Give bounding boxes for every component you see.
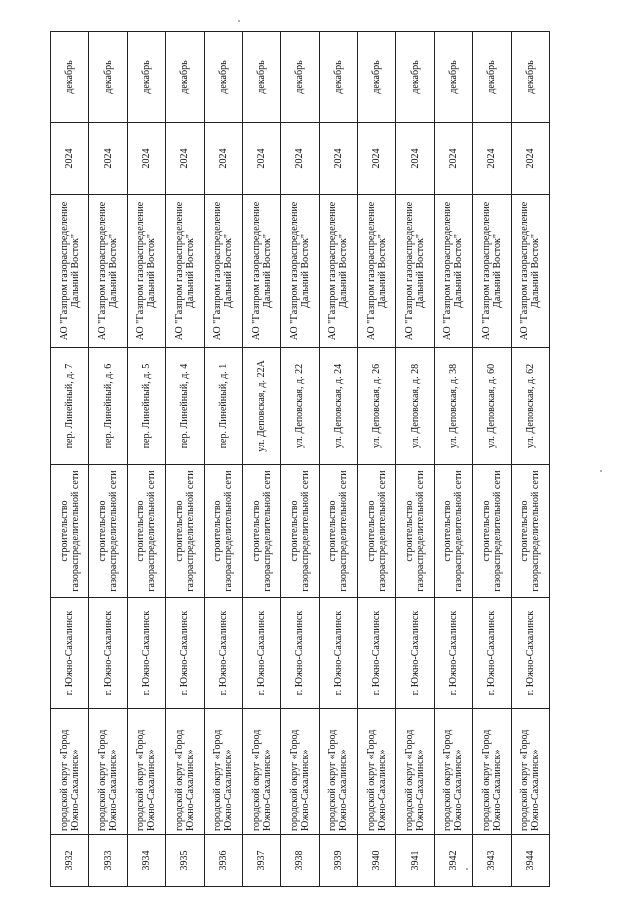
organization-cell: АО "Газпром газораспределение Дальний Восток" [319, 195, 357, 348]
city-cell: г. Южно-Сахалинск [127, 598, 165, 709]
year-cell: 2024 [127, 123, 165, 195]
work-type-cell: строительство газораспределительной сети [166, 465, 204, 598]
organization-cell: АО "Газпром газораспределение Дальний Восток" [166, 195, 204, 348]
month-cell: декабрь [511, 32, 550, 123]
work-type-cell: строительство газораспределительной сети [473, 465, 511, 598]
year-cell: 2024 [242, 123, 280, 195]
work-type-cell: строительство газораспределительной сети [127, 465, 165, 598]
table-row [51, 32, 89, 887]
municipality-cell: городской округ «Город Южно-Сахалинск» [89, 709, 127, 835]
municipality-cell: городской округ «Город Южно-Сахалинск» [473, 709, 511, 835]
address-cell: пер. Линейный, д. 5 [127, 348, 165, 465]
month-cell: декабрь [89, 32, 127, 123]
work-type-cell: строительство газораспределительной сети [242, 465, 280, 598]
city-cell: г. Южно-Сахалинск [396, 598, 434, 709]
city-cell: г. Южно-Сахалинск [319, 598, 357, 709]
city-cell: г. Южно-Сахалинск [473, 598, 511, 709]
year-cell: 2024 [434, 123, 472, 195]
city-cell: г. Южно-Сахалинск [511, 598, 550, 709]
table-row [434, 32, 472, 887]
month-cell: декабрь [166, 32, 204, 123]
table-row [166, 32, 204, 887]
address-cell: пер. Линейный, д. 7 [51, 348, 89, 465]
address-cell: ул. Деповская, д. 38 [434, 348, 472, 465]
address-cell: пер. Линейный, д. 6 [89, 348, 127, 465]
work-type-cell: строительство газораспределительной сети [281, 465, 319, 598]
table-body [51, 32, 550, 887]
table-row [281, 32, 319, 887]
organization-cell: АО "Газпром газораспределение Дальний Восток" [89, 195, 127, 348]
row-number: 3944 [511, 835, 550, 887]
table-row [396, 32, 434, 887]
month-cell: декабрь [204, 32, 242, 123]
city-cell: г. Южно-Сахалинск [204, 598, 242, 709]
row-number: 3935 [166, 835, 204, 887]
gasification-table [50, 31, 550, 887]
row-number: 3934 [127, 835, 165, 887]
city-cell: г. Южно-Сахалинск [166, 598, 204, 709]
work-type-cell: строительство газораспределительной сети [89, 465, 127, 598]
table-row [89, 32, 127, 887]
municipality-cell: городской округ «Город Южно-Сахалинск» [127, 709, 165, 835]
year-cell: 2024 [166, 123, 204, 195]
month-cell: декабрь [281, 32, 319, 123]
city-cell: г. Южно-Сахалинск [242, 598, 280, 709]
organization-cell: АО "Газпром газораспределение Дальний Восток" [358, 195, 396, 348]
month-cell: декабрь [434, 32, 472, 123]
organization-cell: АО "Газпром газораспределение Дальний Восток" [473, 195, 511, 348]
work-type-cell: строительство газораспределительной сети [396, 465, 434, 598]
municipality-cell: городской округ «Город Южно-Сахалинск» [434, 709, 472, 835]
month-cell: декабрь [51, 32, 89, 123]
year-cell: 2024 [358, 123, 396, 195]
municipality-cell: городской округ «Город Южно-Сахалинск» [281, 709, 319, 835]
municipality-cell: городской округ «Город Южно-Сахалинск» [511, 709, 550, 835]
row-number: 3936 [204, 835, 242, 887]
scan-speck [238, 20, 240, 22]
year-cell: 2024 [89, 123, 127, 195]
work-type-cell: строительство газораспределительной сети [51, 465, 89, 598]
row-number: 3939 [319, 835, 357, 887]
year-cell: 2024 [204, 123, 242, 195]
row-number: 3942 [434, 835, 472, 887]
row-number: 3941 [396, 835, 434, 887]
month-cell: декабрь [319, 32, 357, 123]
address-cell: пер. Линейный, д. 4 [166, 348, 204, 465]
organization-cell: АО "Газпром газораспределение Дальний Восток" [242, 195, 280, 348]
municipality-cell: городской округ «Город Южно-Сахалинск» [319, 709, 357, 835]
year-cell: 2024 [51, 123, 89, 195]
organization-cell: АО "Газпром газораспределение Дальний Восток" [511, 195, 550, 348]
municipality-cell: городской округ «Город Южно-Сахалинск» [204, 709, 242, 835]
address-cell: ул. Деповская, д. 22 [281, 348, 319, 465]
row-number: 3937 [242, 835, 280, 887]
organization-cell: АО "Газпром газораспределение Дальний Восток" [281, 195, 319, 348]
year-cell: 2024 [473, 123, 511, 195]
table-row [358, 32, 396, 887]
work-type-cell: строительство газораспределительной сети [358, 465, 396, 598]
address-cell: ул. Деповская, д. 60 [473, 348, 511, 465]
municipality-cell: городской округ «Город Южно-Сахалинск» [396, 709, 434, 835]
work-type-cell: строительство газораспределительной сети [511, 465, 550, 598]
work-type-cell: строительство газораспределительной сети [204, 465, 242, 598]
table-row [127, 32, 165, 887]
address-cell: ул. Деповская, д. 28 [396, 348, 434, 465]
work-type-cell: строительство газораспределительной сети [319, 465, 357, 598]
year-cell: 2024 [319, 123, 357, 195]
city-cell: г. Южно-Сахалинск [281, 598, 319, 709]
address-cell: пер. Линейный, д. 1 [204, 348, 242, 465]
scan-speck [600, 470, 602, 472]
table-row [319, 32, 357, 887]
month-cell: декабрь [358, 32, 396, 123]
rotated-table-wrapper [50, 32, 550, 887]
address-cell: ул. Деповская, д. 22А [242, 348, 280, 465]
organization-cell: АО "Газпром газораспределение Дальний Восток" [434, 195, 472, 348]
city-cell: г. Южно-Сахалинск [358, 598, 396, 709]
month-cell: декабрь [242, 32, 280, 123]
table-row [204, 32, 242, 887]
month-cell: декабрь [473, 32, 511, 123]
municipality-cell: городской округ «Город Южно-Сахалинск» [166, 709, 204, 835]
address-cell: ул. Деповская, д. 26 [358, 348, 396, 465]
year-cell: 2024 [511, 123, 550, 195]
table-row [511, 32, 550, 887]
city-cell: г. Южно-Сахалинск [51, 598, 89, 709]
city-cell: г. Южно-Сахалинск [89, 598, 127, 709]
municipality-cell: городской округ «Город Южно-Сахалинск» [358, 709, 396, 835]
organization-cell: АО "Газпром газораспределение Дальний Восток" [204, 195, 242, 348]
row-number: 3943 [473, 835, 511, 887]
municipality-cell: городской округ «Город Южно-Сахалинск» [242, 709, 280, 835]
row-number: 3932 [51, 835, 89, 887]
municipality-cell: городской округ «Город Южно-Сахалинск» [51, 709, 89, 835]
city-cell: г. Южно-Сахалинск [434, 598, 472, 709]
organization-cell: АО "Газпром газораспределение Дальний Восток" [396, 195, 434, 348]
work-type-cell: строительство газораспределительной сети [434, 465, 472, 598]
year-cell: 2024 [396, 123, 434, 195]
organization-cell: АО "Газпром газораспределение Дальний Восток" [51, 195, 89, 348]
row-number: 3938 [281, 835, 319, 887]
table-row [242, 32, 280, 887]
table-row [473, 32, 511, 887]
month-cell: декабрь [127, 32, 165, 123]
address-cell: ул. Деповская, д. 24 [319, 348, 357, 465]
row-number: 3933 [89, 835, 127, 887]
address-cell: ул. Деповская, д. 62 [511, 348, 550, 465]
organization-cell: АО "Газпром газораспределение Дальний Восток" [127, 195, 165, 348]
year-cell: 2024 [281, 123, 319, 195]
row-number: 3940 [358, 835, 396, 887]
month-cell: декабрь [396, 32, 434, 123]
